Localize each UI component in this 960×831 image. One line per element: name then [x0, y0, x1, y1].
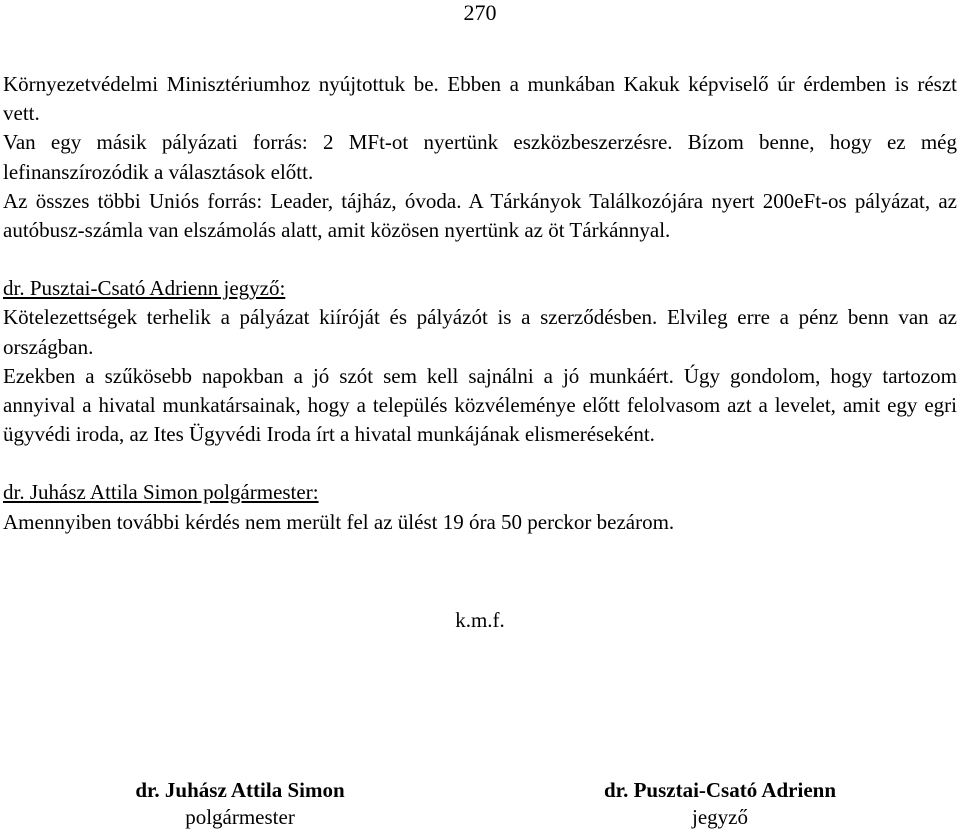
paragraph-eu-sources: Az összes többi Uniós forrás: Leader, tájház, óvoda. A Tárkányok Találkozójára nyert 200eFt-os pályázat, az autóbusz-számla van elszámolás alatt, amit közösen nyertünk az öt Tárkánnyal.: [3, 188, 957, 243]
page-number: 270: [463, 0, 497, 25]
paragraph-ministry: Környezetvédelmi Minisztériumhoz nyújtottuk be. Ebben a munkában Kakuk képviselő úr érdemben is részt vett.: [3, 72, 957, 126]
kmf-mark: k.m.f.: [455, 608, 505, 632]
paragraph-letter: Ezekben a szűkösebb napokban a jó szót sem kell sajnálni a jó munkáért. Úgy gondolom, hogy tartozom annyival a hivatal munkatársainak, hogy a település közvéleménye előtt felolvasom azt a levelet, amit egy egri ügyvédi iroda, az Ites Ügyvédi Iroda írt a hivatal munkájának elismeréseként.: [3, 363, 957, 447]
paragraph-funding: Van egy másik pályázati forrás: 2 MFt-ot nyertünk eszközbeszerzésre. Bízom benne, hogy ez még lefinanszírozódik a választások előtt.: [3, 130, 957, 184]
paragraph-closing: Amennyiben további kérdés nem merült fel az ülést 19 óra 50 perckor bezárom.: [3, 509, 675, 534]
speaker-notary: dr. Pusztai-Csató Adrienn jegyző:: [3, 276, 286, 301]
signature-notary-name: dr. Pusztai-Csató Adrienn: [604, 778, 836, 802]
signature-mayor-title: polgármester: [185, 805, 295, 829]
speaker-mayor: dr. Juhász Attila Simon polgármester:: [3, 480, 319, 505]
signature-notary-title: jegyző: [692, 805, 748, 829]
spacer: [3, 245, 957, 274]
minutes-body: [3, 70, 957, 537]
signature-mayor: [100, 777, 380, 831]
signature-notary: [570, 777, 870, 831]
paragraph-obligations: Kötelezettségek terhelik a pályázat kiíróját és pályázót is a szerződésben. Elvileg erre a pénz benn van az országban.: [3, 305, 957, 359]
spacer: [3, 449, 957, 478]
signature-mayor-name: dr. Juhász Attila Simon: [135, 778, 345, 802]
